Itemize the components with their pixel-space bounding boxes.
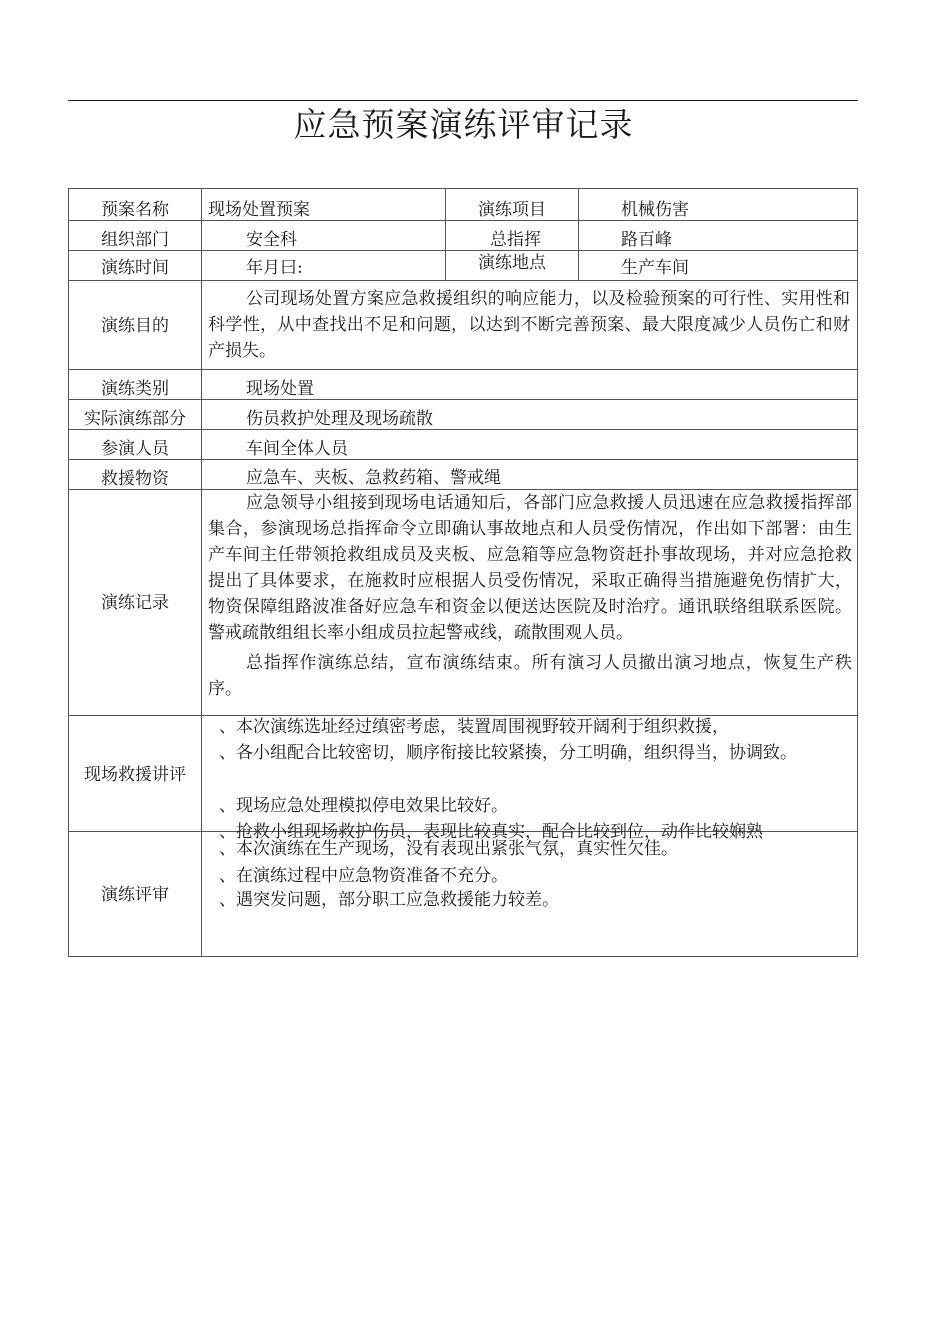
plan-name-label: 预案名称	[101, 200, 169, 220]
org-dept-label: 组织部门	[101, 230, 169, 250]
plan-name-value: 现场处置预案	[208, 200, 310, 220]
row-divider	[68, 280, 858, 281]
onsite-review-item: 、抢救小组现场救护伤员，表现比较真实，配合比较到位，动作比较娴熟	[219, 822, 763, 842]
record-paragraph: 应急领导小组接到现场电话通知后，各部门应急救援人员迅速在应急救援指挥部集合，参演现场总指挥命令立即确认事故地点和人员受伤情况，作出如下部署：由生产车间主任带领抢救组成员及夹板、应急箱等应急物资赶扑事故现场，并对应急抢救提出了具体要求，在施救时应根据人员受伤情况，采取正确得当措施避免伤情扩大，物资保障组路波准备好应急车和资金以便送达医院及时治疗。通讯联络组联系医院。警戒疏散组组长率小组成员拉起警戒线，疏散围观人员。	[208, 493, 852, 643]
row-divider	[68, 369, 858, 370]
org-dept-value: 安全科	[246, 230, 297, 250]
commander-label: 总指挥	[490, 230, 541, 250]
drill-location-value: 生产车间	[621, 258, 689, 278]
actual-part-value: 伤员救护处理及现场疏散	[246, 409, 433, 429]
participants-value: 车间全体人员	[246, 439, 348, 459]
record-paragraph: 总指挥作演练总结，宣布演练结束。所有演习人员撤出演习地点，恢复生产秩序。	[208, 653, 852, 699]
drill-time-value: 年月曰:	[246, 258, 303, 278]
category-value: 现场处置	[246, 379, 314, 399]
onsite-review-item: 、各小组配合比较密切，顺序衔接比较紧揍，分工明确，组织得当，协调致。	[219, 743, 797, 763]
purpose-label: 演练目的	[101, 316, 169, 336]
evaluation-item: 、在演练过程中应急物资准备不充分。	[219, 866, 508, 886]
drill-item-value: 机械伤害	[621, 200, 689, 220]
evaluation-item: 、本次演练在生产现场，没有表现出紧张气氛，真实性欠佳。	[219, 839, 678, 859]
evaluation-item: 、遇突发问题，部分职工应急救援能力较差。	[219, 890, 559, 910]
category-label: 演练类别	[101, 379, 169, 399]
drill-location-label: 演练地点	[478, 253, 546, 273]
purpose-text: 公司现场处置方案应急救援组织的响应能力，以及检验预案的可行性、实用性和科学性，从中查找出不足和问题，以达到不断完善预案、最大限度减少人员伤亡和财产损失。	[208, 289, 850, 361]
drill-item-label: 演练项目	[478, 200, 546, 220]
materials-label: 救援物资	[101, 469, 169, 489]
evaluation-label: 演练评审	[101, 885, 169, 905]
commander-value: 路百峰	[621, 230, 672, 250]
drill-time-label: 演练时间	[101, 258, 169, 278]
onsite-review-item: 、现场应急处理模拟停电效果比较好。	[219, 796, 508, 816]
participants-label: 参演人员	[101, 439, 169, 459]
record-text-box	[208, 490, 852, 714]
column-divider	[201, 188, 202, 957]
column-divider	[578, 188, 579, 280]
onsite-review-item: 、本次演练选址经过缜密考虑，装置周围视野较开阔利于组织救援，	[219, 717, 729, 737]
materials-value: 应急车、夹板、急救药箱、警戒绳	[246, 468, 501, 488]
purpose-text-box	[208, 286, 850, 368]
document-title: 应急预案演练评审记录	[293, 105, 634, 144]
actual-part-label: 实际演练部分	[84, 409, 186, 429]
record-label: 演练记录	[101, 593, 169, 613]
onsite-review-label: 现场救援讲评	[84, 765, 186, 785]
